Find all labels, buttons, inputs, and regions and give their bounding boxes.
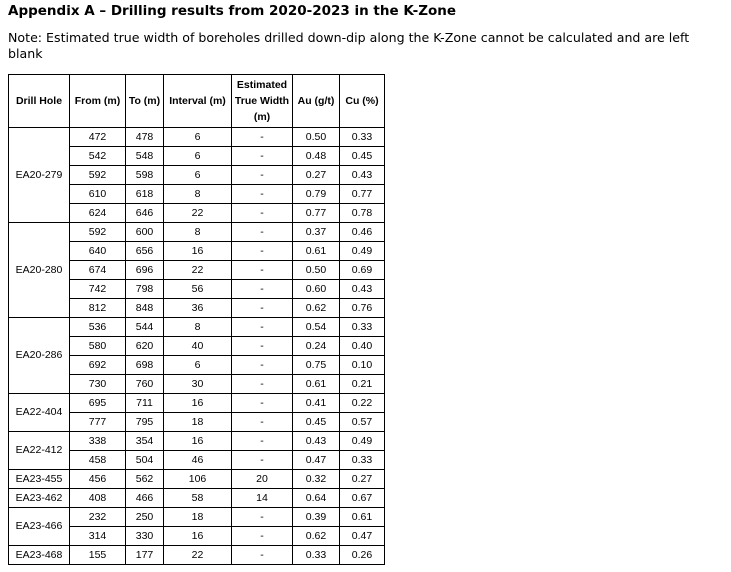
- cu-cell: 0.45: [340, 147, 385, 166]
- interval-cell: 22: [164, 204, 232, 223]
- note-text: Note: Estimated true width of boreholes drilled down-dip along the K-Zone cannot be calculated and are left blank: [8, 30, 690, 61]
- au-cell: 0.41: [293, 394, 340, 413]
- etw-cell: -: [232, 185, 293, 204]
- au-cell: 0.33: [293, 546, 340, 565]
- to-cell: 646: [126, 204, 164, 223]
- etw-cell: -: [232, 508, 293, 527]
- interval-cell: 22: [164, 546, 232, 565]
- to-cell: 696: [126, 261, 164, 280]
- header-etw-line-2: True Width: [234, 95, 290, 107]
- au-cell: 0.50: [293, 261, 340, 280]
- to-cell: 330: [126, 527, 164, 546]
- au-cell: 0.45: [293, 413, 340, 432]
- cu-cell: 0.22: [340, 394, 385, 413]
- drill-hole-cell: EA23-468: [9, 546, 70, 565]
- au-cell: 0.50: [293, 128, 340, 147]
- au-cell: 0.48: [293, 147, 340, 166]
- au-cell: 0.75: [293, 356, 340, 375]
- interval-cell: 36: [164, 299, 232, 318]
- to-cell: 798: [126, 280, 164, 299]
- au-cell: 0.39: [293, 508, 340, 527]
- from-cell: 812: [70, 299, 126, 318]
- interval-cell: 8: [164, 223, 232, 242]
- cu-cell: 0.49: [340, 432, 385, 451]
- from-cell: 695: [70, 394, 126, 413]
- au-cell: 0.47: [293, 451, 340, 470]
- page-title: Appendix A – Drilling results from 2020-2023 in the K-Zone: [8, 3, 457, 19]
- from-cell: 640: [70, 242, 126, 261]
- interval-cell: 6: [164, 166, 232, 185]
- interval-cell: 6: [164, 147, 232, 166]
- header-to: To (m): [126, 75, 164, 128]
- au-cell: 0.62: [293, 299, 340, 318]
- from-cell: 408: [70, 489, 126, 508]
- etw-cell: -: [232, 546, 293, 565]
- cu-cell: 0.78: [340, 204, 385, 223]
- table-row: [9, 318, 385, 337]
- to-cell: 544: [126, 318, 164, 337]
- interval-cell: 8: [164, 318, 232, 337]
- header-etw-line-1: Estimated: [236, 79, 288, 91]
- interval-cell: 40: [164, 337, 232, 356]
- au-cell: 0.62: [293, 527, 340, 546]
- table-header-row: [9, 75, 385, 128]
- etw-cell: 14: [232, 489, 293, 508]
- etw-cell: -: [232, 413, 293, 432]
- drill-hole-cell: EA22-412: [9, 432, 70, 470]
- cu-cell: 0.61: [340, 508, 385, 527]
- etw-cell: -: [232, 128, 293, 147]
- header-from: From (m): [70, 75, 126, 128]
- from-cell: 624: [70, 204, 126, 223]
- etw-cell: -: [232, 451, 293, 470]
- etw-cell: 20: [232, 470, 293, 489]
- to-cell: 354: [126, 432, 164, 451]
- table-row: [9, 470, 385, 489]
- interval-cell: 16: [164, 432, 232, 451]
- to-cell: 478: [126, 128, 164, 147]
- to-cell: 620: [126, 337, 164, 356]
- to-cell: 698: [126, 356, 164, 375]
- table-row: [9, 128, 385, 147]
- au-cell: 0.54: [293, 318, 340, 337]
- interval-cell: 22: [164, 261, 232, 280]
- from-cell: 592: [70, 166, 126, 185]
- table-row: [9, 489, 385, 508]
- cu-cell: 0.33: [340, 451, 385, 470]
- drill-hole-cell: EA23-466: [9, 508, 70, 546]
- drill-hole-cell: EA20-279: [9, 128, 70, 223]
- table-row: [9, 394, 385, 413]
- interval-cell: 18: [164, 508, 232, 527]
- cu-cell: 0.40: [340, 337, 385, 356]
- interval-cell: 46: [164, 451, 232, 470]
- to-cell: 466: [126, 489, 164, 508]
- to-cell: 711: [126, 394, 164, 413]
- etw-cell: -: [232, 356, 293, 375]
- etw-cell: -: [232, 527, 293, 546]
- from-cell: 155: [70, 546, 126, 565]
- from-cell: 314: [70, 527, 126, 546]
- from-cell: 742: [70, 280, 126, 299]
- cu-cell: 0.10: [340, 356, 385, 375]
- from-cell: 592: [70, 223, 126, 242]
- etw-cell: -: [232, 375, 293, 394]
- interval-cell: 8: [164, 185, 232, 204]
- au-cell: 0.79: [293, 185, 340, 204]
- interval-cell: 106: [164, 470, 232, 489]
- etw-cell: -: [232, 337, 293, 356]
- drilling-results-table: [8, 74, 385, 565]
- etw-cell: -: [232, 280, 293, 299]
- cu-cell: 0.33: [340, 128, 385, 147]
- cu-cell: 0.49: [340, 242, 385, 261]
- cu-cell: 0.43: [340, 166, 385, 185]
- interval-cell: 6: [164, 128, 232, 147]
- from-cell: 458: [70, 451, 126, 470]
- au-cell: 0.60: [293, 280, 340, 299]
- drill-hole-cell: EA20-280: [9, 223, 70, 318]
- from-cell: 338: [70, 432, 126, 451]
- interval-cell: 6: [164, 356, 232, 375]
- from-cell: 692: [70, 356, 126, 375]
- interval-cell: 58: [164, 489, 232, 508]
- header-interval: Interval (m): [164, 75, 232, 128]
- table-row: [9, 546, 385, 565]
- interval-cell: 18: [164, 413, 232, 432]
- au-cell: 0.32: [293, 470, 340, 489]
- au-cell: 0.43: [293, 432, 340, 451]
- etw-cell: -: [232, 223, 293, 242]
- cu-cell: 0.57: [340, 413, 385, 432]
- to-cell: 504: [126, 451, 164, 470]
- cu-cell: 0.21: [340, 375, 385, 394]
- interval-cell: 56: [164, 280, 232, 299]
- etw-cell: -: [232, 394, 293, 413]
- from-cell: 610: [70, 185, 126, 204]
- header-au: Au (g/t): [293, 75, 340, 128]
- to-cell: 848: [126, 299, 164, 318]
- from-cell: 472: [70, 128, 126, 147]
- au-cell: 0.27: [293, 166, 340, 185]
- from-cell: 674: [70, 261, 126, 280]
- au-cell: 0.61: [293, 242, 340, 261]
- to-cell: 562: [126, 470, 164, 489]
- from-cell: 536: [70, 318, 126, 337]
- au-cell: 0.24: [293, 337, 340, 356]
- from-cell: 580: [70, 337, 126, 356]
- etw-cell: -: [232, 299, 293, 318]
- au-cell: 0.64: [293, 489, 340, 508]
- table-body: [9, 128, 385, 565]
- from-cell: 730: [70, 375, 126, 394]
- cu-cell: 0.76: [340, 299, 385, 318]
- cu-cell: 0.69: [340, 261, 385, 280]
- interval-cell: 30: [164, 375, 232, 394]
- to-cell: 760: [126, 375, 164, 394]
- to-cell: 598: [126, 166, 164, 185]
- au-cell: 0.37: [293, 223, 340, 242]
- etw-cell: -: [232, 318, 293, 337]
- to-cell: 250: [126, 508, 164, 527]
- header-etw-line-3: (m): [253, 111, 271, 123]
- header-estimated-true-width: [232, 75, 293, 128]
- to-cell: 656: [126, 242, 164, 261]
- etw-cell: -: [232, 261, 293, 280]
- etw-cell: -: [232, 166, 293, 185]
- cu-cell: 0.67: [340, 489, 385, 508]
- table-row: [9, 432, 385, 451]
- cu-cell: 0.26: [340, 546, 385, 565]
- etw-cell: -: [232, 432, 293, 451]
- to-cell: 600: [126, 223, 164, 242]
- cu-cell: 0.27: [340, 470, 385, 489]
- etw-cell: -: [232, 204, 293, 223]
- etw-cell: -: [232, 242, 293, 261]
- to-cell: 795: [126, 413, 164, 432]
- to-cell: 618: [126, 185, 164, 204]
- au-cell: 0.77: [293, 204, 340, 223]
- interval-cell: 16: [164, 242, 232, 261]
- drill-hole-cell: EA22-404: [9, 394, 70, 432]
- header-cu: Cu (%): [340, 75, 385, 128]
- interval-cell: 16: [164, 527, 232, 546]
- cu-cell: 0.43: [340, 280, 385, 299]
- cu-cell: 0.46: [340, 223, 385, 242]
- drill-hole-cell: EA20-286: [9, 318, 70, 394]
- cu-cell: 0.33: [340, 318, 385, 337]
- table-row: [9, 508, 385, 527]
- from-cell: 777: [70, 413, 126, 432]
- from-cell: 456: [70, 470, 126, 489]
- etw-cell: -: [232, 147, 293, 166]
- header-drill-hole: Drill Hole: [9, 75, 70, 128]
- drill-hole-cell: EA23-455: [9, 470, 70, 489]
- au-cell: 0.61: [293, 375, 340, 394]
- table-row: [9, 223, 385, 242]
- to-cell: 177: [126, 546, 164, 565]
- cu-cell: 0.77: [340, 185, 385, 204]
- drill-hole-cell: EA23-462: [9, 489, 70, 508]
- to-cell: 548: [126, 147, 164, 166]
- from-cell: 542: [70, 147, 126, 166]
- interval-cell: 16: [164, 394, 232, 413]
- cu-cell: 0.47: [340, 527, 385, 546]
- from-cell: 232: [70, 508, 126, 527]
